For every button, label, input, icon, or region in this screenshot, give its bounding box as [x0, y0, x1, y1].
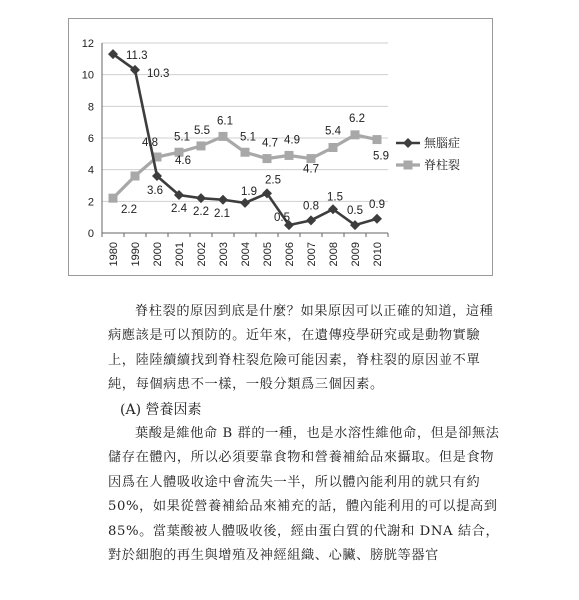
y-tick-label-6: 6: [87, 133, 94, 145]
marker-diamond-2003: [218, 195, 228, 205]
chart-frame: [68, 18, 493, 276]
marker-diamond-2010: [372, 214, 382, 224]
y-tick-label-12: 12: [81, 38, 94, 50]
data-label-extra-0: 4.6: [175, 155, 191, 168]
data-label-anencephaly-1980: 11.3: [126, 50, 148, 63]
data-label-anencephaly-2005: 2.5: [265, 174, 281, 187]
y-tick-label-8: 8: [87, 101, 94, 114]
x-tick-label-1980: 1980: [108, 242, 120, 267]
marker-diamond-2004: [240, 198, 250, 208]
data-label-anencephaly-2000: 3.6: [147, 185, 163, 197]
x-tick-label-2009: 2009: [350, 242, 362, 267]
marker-square-2010: [373, 135, 382, 144]
marker-diamond-2007: [306, 215, 316, 225]
data-label-spina-bifida-2005: 4.7: [262, 137, 278, 150]
data-label-anencephaly-2009: 0.5: [347, 205, 363, 218]
data-label-anencephaly-2002: 2.2: [193, 206, 209, 219]
data-label-anencephaly-2007: 0.8: [303, 200, 319, 213]
marker-square-2008: [329, 143, 338, 152]
data-label-spina-bifida-1980: 2.2: [121, 204, 137, 217]
x-tick-label-2007: 2007: [306, 242, 318, 267]
data-label-spina-bifida-2008: 5.4: [325, 125, 341, 138]
x-tick-label-2001: 2001: [174, 242, 186, 267]
x-tick-label-2002: 2002: [196, 242, 208, 267]
x-tick-label-2004: 2004: [240, 242, 252, 267]
data-label-spina-bifida-2007: 4.7: [303, 163, 319, 176]
marker-square-2003: [219, 132, 228, 141]
marker-square-2006: [285, 151, 294, 160]
marker-square-1980: [109, 194, 118, 203]
x-tick-label-2000: 2000: [152, 242, 164, 267]
x-tick-label-2003: 2003: [218, 242, 230, 267]
data-label-anencephaly-2004: 1.9: [241, 185, 257, 198]
x-tick-label-2010: 2010: [372, 242, 384, 267]
x-tick-label-1990: 1990: [130, 242, 142, 267]
x-tick-label-2005: 2005: [262, 242, 274, 267]
marker-square-2005: [263, 154, 272, 163]
section-heading-nutrition: (A) 營養因素: [120, 401, 202, 418]
data-label-spina-bifida-2000: 4.8: [142, 137, 158, 149]
y-tick-label-2: 2: [87, 196, 94, 209]
data-label-anencephaly-2010: 0.9: [369, 198, 385, 211]
data-label-anencephaly-1990: 10.3: [147, 67, 170, 80]
data-label-spina-bifida-2009: 6.2: [349, 112, 365, 125]
data-label-anencephaly-2003: 2.1: [214, 207, 230, 220]
paragraph-causes: 脊柱裂的原因到底是什麼？如果原因可以正確的知道，這種病應該是可以預防的。近年來，在遺傳疫學研究或是動物實驗上，陸陸續續找到脊柱裂危險可能因素，脊柱裂的原因並不單純，每個病患不一樣，一般分類爲三個因素。: [108, 304, 494, 393]
x-tick-label-2006: 2006: [284, 242, 296, 267]
marker-square-2007: [307, 154, 316, 163]
data-label-spina-bifida-2003: 6.1: [217, 115, 233, 128]
legend-label-0: 無腦症: [424, 136, 461, 150]
marker-square-2009: [351, 130, 360, 139]
paragraph-folic-acid: 葉酸是維他命 B 群的一種，也是水溶性維他命，但是卻無法儲存在體內，所以必須要靠食物和營養補給品來攝取。但是食物因爲在人體吸收途中會流失一半，所以體內能利用的就只有約 50%，如果從營養補給品來補充的話，體內能利用的可以提高到 85%。當葉酸被人體吸收後，經由蛋白質的代謝和 DNA 結合，對於細胞的再生與增殖及神經組織、心臟、膀胱等器官: [108, 426, 500, 564]
document-body: [108, 300, 500, 568]
data-label-spina-bifida-2010: 5.9: [373, 150, 389, 163]
marker-square-2004: [241, 148, 250, 157]
marker-square-2002: [197, 141, 206, 150]
y-tick-label-0: 0: [87, 228, 94, 240]
data-label-spina-bifida-2004: 5.1: [240, 131, 256, 144]
data-label-anencephaly-2006: 0.5: [274, 212, 290, 225]
data-label-anencephaly-2008: 1.5: [327, 191, 343, 204]
marker-square-1990: [131, 172, 140, 181]
legend-label-1: 脊柱裂: [424, 158, 461, 172]
data-label-spina-bifida-2002: 5.5: [194, 124, 210, 137]
y-tick-label-4: 4: [87, 164, 94, 177]
data-label-spina-bifida-2001: 5.1: [174, 131, 190, 144]
data-label-spina-bifida-2006: 4.9: [284, 134, 300, 147]
line-chart: [69, 19, 494, 277]
legend-marker-diamond: [403, 138, 413, 148]
x-tick-label-2008: 2008: [328, 242, 340, 267]
legend-marker-square: [404, 161, 413, 170]
data-label-anencephaly-2001: 2.4: [171, 203, 187, 215]
y-tick-label-10: 10: [81, 69, 94, 82]
